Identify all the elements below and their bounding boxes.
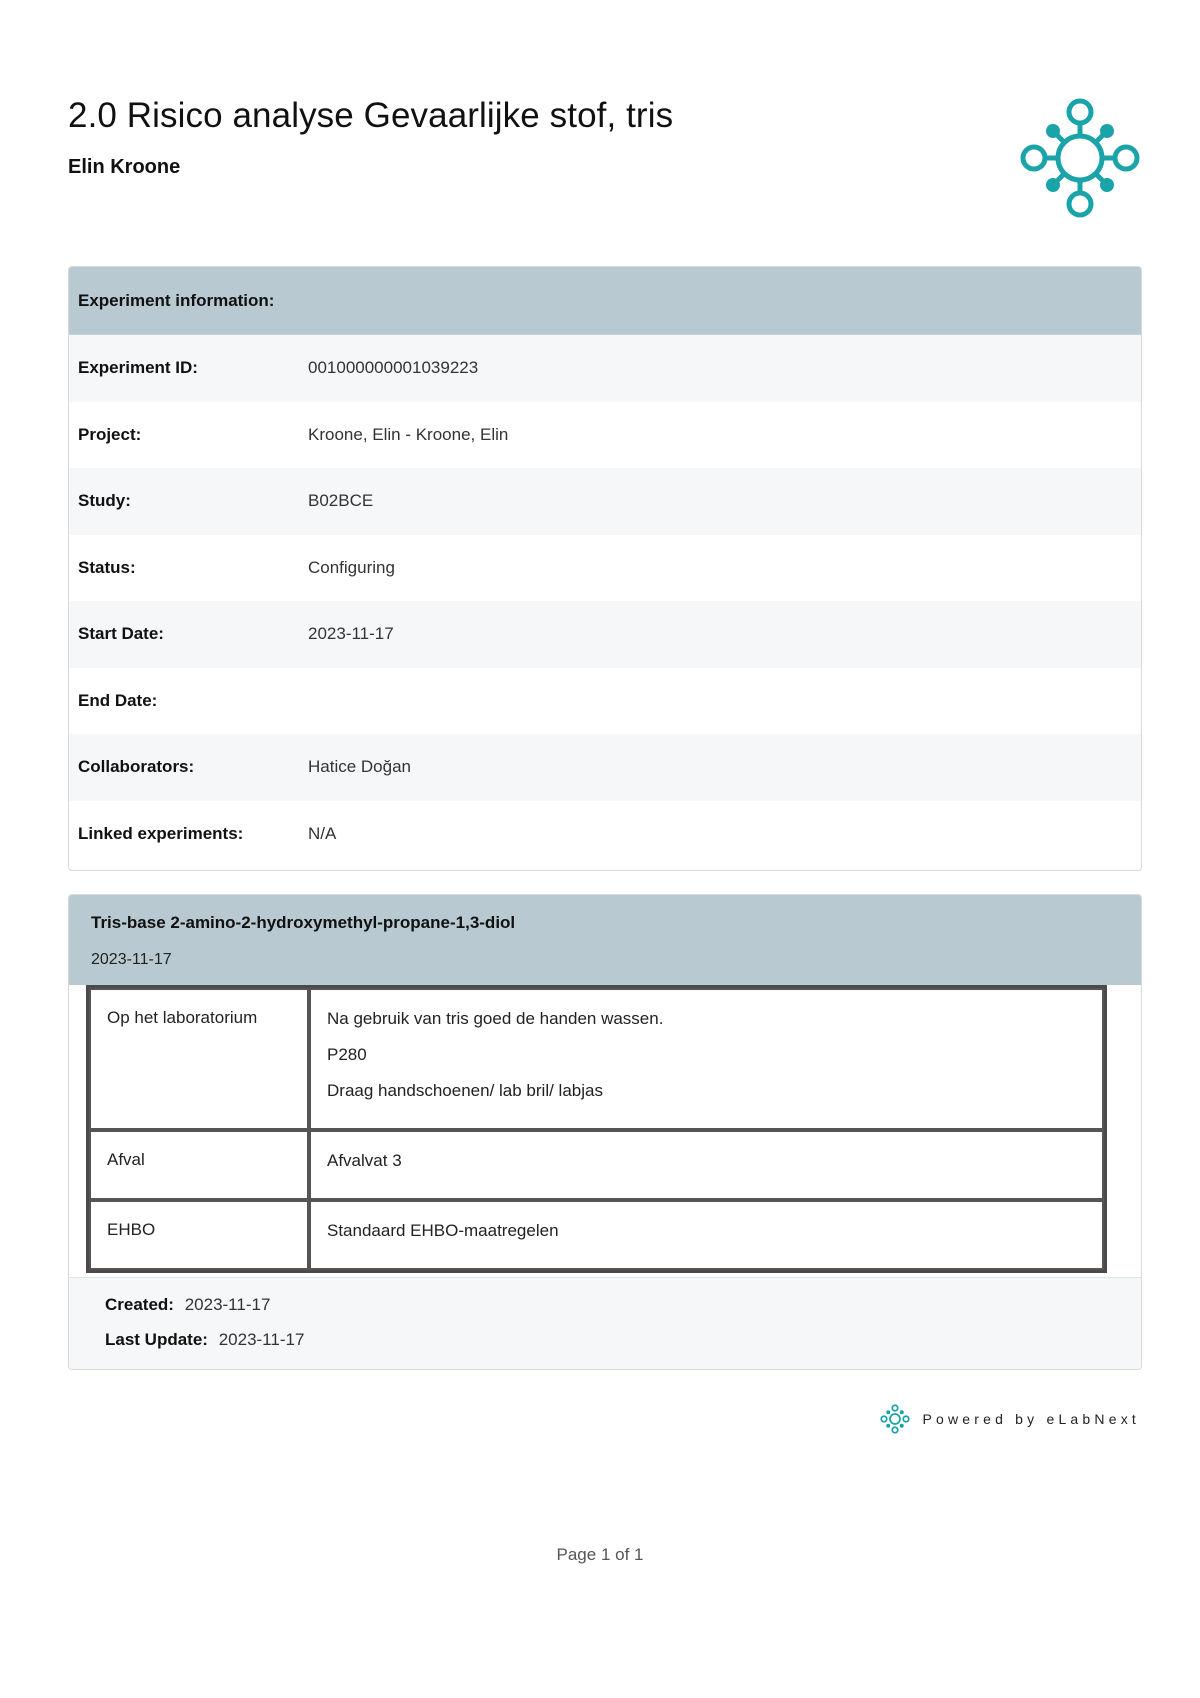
risk-table [86,985,1107,1273]
updated-label: Last Update: [105,1330,208,1349]
info-row-start-date [69,601,1141,668]
table-key-cell: Op het laboratorium [89,988,309,1130]
info-row-linked-experiments [69,801,1141,868]
section-title: Tris-base 2-amino-2-hydroxymethyl-propane-1,3-diol [91,913,516,932]
table-row [89,1130,1104,1200]
section-header [69,895,1141,985]
info-label: Linked experiments: [78,823,244,843]
section-date: 2023-11-17 [91,951,172,968]
created-label: Created: [105,1295,174,1314]
info-row-collaborators [69,734,1141,801]
powered-by-text: Powered by eLabNext [922,1411,1140,1427]
info-row-project [69,402,1141,469]
created-line [105,1294,1141,1316]
page-number: Page 1 of 1 [556,1545,644,1564]
cell-line: Afvalvat 3 [327,1151,402,1170]
document-author: Elin Kroone [68,156,181,178]
experiment-info-heading: Experiment information: [69,267,1141,335]
powered-by [880,1404,1140,1434]
info-value: B02BCE [308,491,374,511]
experiment-info-panel [68,266,1142,871]
cell-line: Draag handschoenen/ lab bril/ labjas [327,1081,603,1100]
table-value-cell [309,1200,1104,1270]
table-row [89,988,1104,1130]
table-row [89,1200,1104,1270]
table-value-cell [309,1130,1104,1200]
info-value: Configuring [308,557,395,577]
table-key-cell: Afval [89,1130,309,1200]
info-value: Hatice Doğan [308,757,412,777]
updated-line [105,1329,1141,1351]
info-label: Project: [78,424,142,444]
table-value-cell [309,988,1104,1130]
cell-line: P280 [327,1045,367,1064]
info-value: 2023-11-17 [308,624,394,644]
section-footer [69,1277,1141,1369]
info-label: Start Date: [78,624,164,644]
updated-value: 2023-11-17 [218,1330,305,1349]
info-value: N/A [308,823,337,843]
info-label: End Date: [78,690,158,710]
info-row-experiment-id [69,335,1141,402]
info-label: Experiment ID: [78,358,198,378]
info-row-status [69,535,1141,602]
elabnext-logo-icon [1020,98,1140,218]
elabnext-mini-logo-icon [880,1404,910,1434]
info-row-study [69,468,1141,535]
cell-line: Standaard EHBO-maatregelen [327,1221,559,1240]
document-page [68,0,1140,1427]
info-row-end-date [69,668,1141,735]
section-body [69,985,1141,1273]
section-panel [68,894,1142,1370]
info-label: Status: [78,557,136,577]
created-value: 2023-11-17 [184,1295,271,1314]
info-value: 001000000001039223 [308,358,479,378]
info-label: Collaborators: [78,757,195,777]
info-label: Study: [78,491,131,511]
experiment-info-rows [69,335,1141,867]
cell-line: Na gebruik van tris goed de handen wassen. [327,1009,664,1028]
info-value: Kroone, Elin - Kroone, Elin [308,424,509,444]
document-title: 2.0 Risico analyse Gevaarlijke stof, tris [68,96,674,135]
document-header [68,0,1140,260]
table-key-cell: EHBO [89,1200,309,1270]
